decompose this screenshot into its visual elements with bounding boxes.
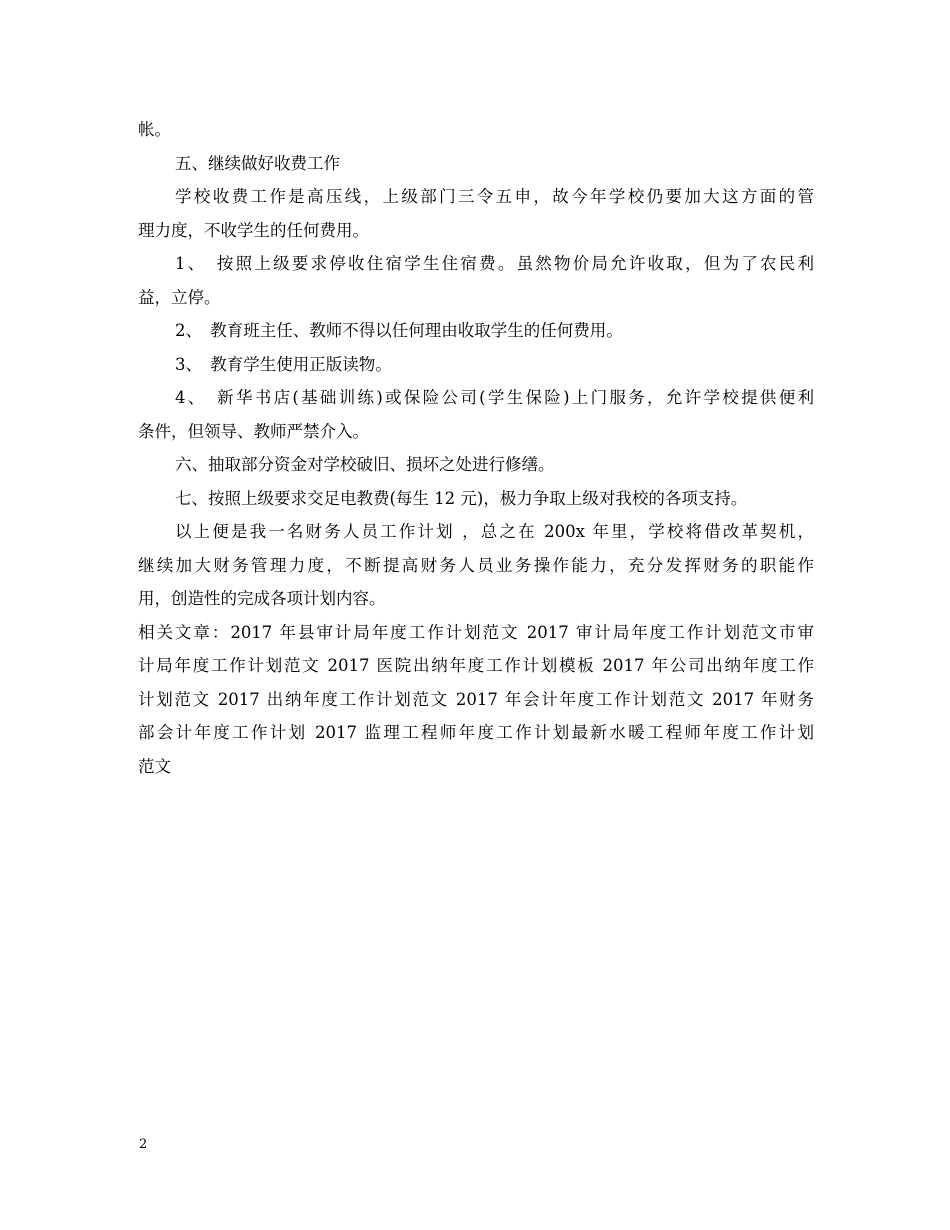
paragraph-line: 以上便是我一名财务人员工作计划 ，总之在 200x 年里，学校将借改革契机，	[175, 522, 814, 541]
document-body	[138, 113, 814, 783]
list-item-line: 条件，但领导、教师严禁介入。	[138, 421, 369, 441]
paragraph-line: 用，创造性的完成各项计划内容。	[138, 589, 386, 608]
paragraph-line: 继续加大财务管理力度，不断提高财务人员业务操作能力，充分发挥财务的职能作	[138, 555, 814, 575]
page-number: 2	[139, 1137, 148, 1152]
section-heading: 五、继续做好收费工作	[175, 153, 340, 173]
text-line: 帐。	[138, 120, 171, 139]
list-item-line: 1、 按照上级要求停收住宿学生住宿费。虽然物价局允许收取，但为了农民利	[175, 254, 814, 273]
section-heading: 七、按照上级要求交足电教费(每生 12 元)，极力争取上级对我校的各项支持。	[175, 488, 748, 508]
list-item-line: 2、 教育班主任、教师不得以任何理由收取学生的任何费用。	[175, 321, 623, 340]
related-articles-line: 范文	[138, 756, 171, 776]
paragraph-line: 理力度，不收学生的任何费用。	[138, 220, 369, 240]
related-articles-line: 相关文章：2017 年县审计局年度工作计划范文 2017 审计局年度工作计划范文市审	[138, 622, 814, 642]
list-item-line: 益，立停。	[138, 287, 221, 307]
related-articles-line: 计划范文 2017 出纳年度工作计划范文 2017 年会计年度工作计划范文 2017 年财务	[138, 689, 814, 709]
related-articles-line: 计局年度工作计划范文 2017 医院出纳年度工作计划模板 2017 年公司出纳年度工作	[138, 656, 814, 675]
related-articles-line: 部会计年度工作计划 2017 监理工程师年度工作计划最新水暖工程师年度工作计划	[138, 723, 814, 742]
list-item-line: 3、 教育学生使用正版读物。	[175, 354, 392, 374]
list-item-line: 4、 新华书店(基础训练)或保险公司(学生保险)上门服务，允许学校提供便利	[175, 388, 814, 407]
section-heading: 六、抽取部分资金对学校破旧、损坏之处进行修缮。	[175, 455, 555, 474]
paragraph-line: 学校收费工作是高压线，上级部门三令五申，故今年学校仍要加大这方面的管	[175, 187, 814, 206]
